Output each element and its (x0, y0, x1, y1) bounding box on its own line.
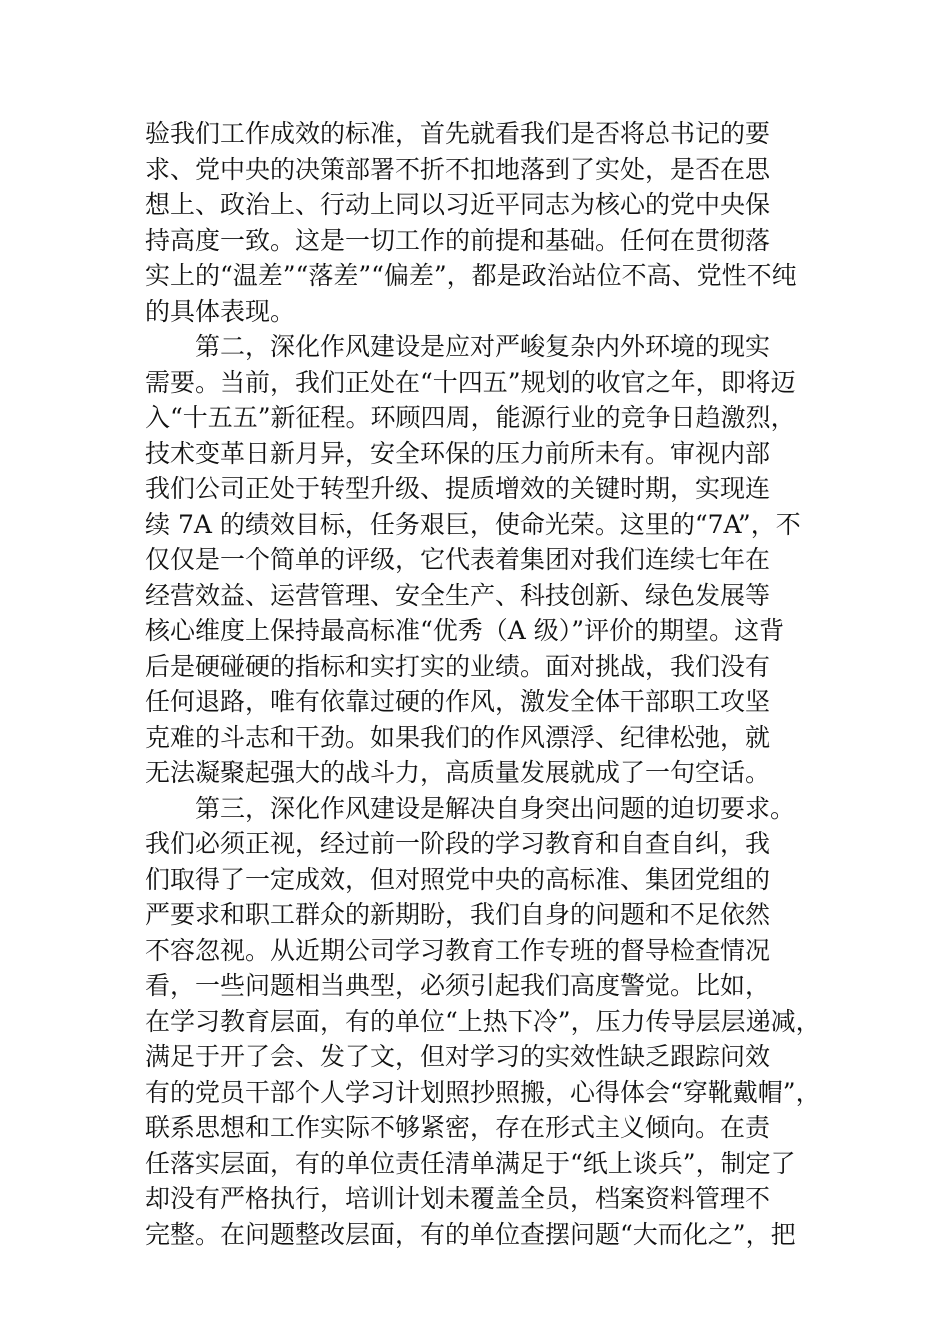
text-line: 不容忽视。从近期公司学习教育工作专班的督导检查情况 (145, 935, 771, 965)
text-line: 技术变革日新月异，安全环保的压力前所未有。审视内部 (145, 438, 771, 468)
text-line: 后是硬碰硬的指标和实打实的业绩。面对挑战，我们没有 (145, 651, 771, 681)
body-text (145, 116, 825, 1252)
text-line: 求、党中央的决策部署不折不扣地落到了实处，是否在思 (145, 154, 771, 184)
text-line: 有的党员干部个人学习计划照抄照搬，心得体会“穿靴戴帽”， (145, 1077, 821, 1107)
text-line: 想上、政治上、行动上同以习近平同志为核心的党中央保 (145, 190, 771, 219)
text-line: 仅仅是一个简单的评级，它代表着集团对我们连续七年在 (145, 545, 771, 574)
text-line: 却没有严格执行，培训计划未覆盖全员，档案资料管理不 (145, 1184, 771, 1213)
text-line: 在学习教育层面，有的单位“上热下冷”，压力传导层层递减， (145, 1006, 821, 1036)
text-line: 我们公司正处于转型升级、提质增效的关键时期，实现连 (145, 474, 771, 503)
text-line: 持高度一致。这是一切工作的前提和基础。任何在贯彻落 (145, 225, 771, 255)
text-line: 满足于开了会、发了文，但对学习的实效性缺乏跟踪问效 (145, 1042, 771, 1071)
text-line: 克难的斗志和干劲。如果我们的作风漂浮、纪律松弛，就 (145, 722, 771, 752)
text-line: 任何退路，唯有依靠过硬的作风，激发全体干部职工攻坚 (145, 687, 771, 716)
paragraph-start-line: 第二，深化作风建设是应对严峻复杂内外环境的现实 (195, 332, 771, 361)
paragraph-start-line: 第三，深化作风建设是解决自身突出问题的迫切要求。 (195, 793, 796, 823)
text-line: 联系思想和工作实际不够紧密，存在形式主义倾向。在责 (145, 1113, 771, 1142)
text-line: 实上的“温差”“落差”“偏差”，都是政治站位不高、党性不纯 (145, 261, 797, 290)
text-line: 验我们工作成效的标准，首先就看我们是否将总书记的要 (145, 119, 771, 148)
text-line: 续 7A 的绩效目标，任务艰巨，使命光荣。这里的“7A”，不 (145, 509, 801, 539)
text-line: 需要。当前，我们正处在“十四五”规划的收官之年，即将迈 (145, 367, 796, 397)
text-line: 核心维度上保持最高标准“优秀（A 级）”评价的期望。这背 (145, 616, 785, 645)
text-line: 经营效益、运营管理、安全生产、科技创新、绿色发展等 (145, 580, 771, 610)
text-line: 严要求和职工群众的新期盼，我们自身的问题和不足依然 (145, 900, 771, 929)
text-line: 完整。在问题整改层面，有的单位查摆问题“大而化之”，把 (145, 1219, 796, 1249)
text-line: 无法凝聚起强大的战斗力，高质量发展就成了一句空话。 (145, 758, 771, 787)
text-line: 我们必须正视，经过前一阶段的学习教育和自查自纠，我 (145, 829, 771, 858)
text-line: 们取得了一定成效，但对照党中央的高标准、集团党组的 (145, 864, 771, 894)
text-line: 看，一些问题相当典型，必须引起我们高度警觉。比如， (145, 971, 771, 1000)
text-line: 入“十五五”新征程。环顾四周，能源行业的竞争日趋激烈， (145, 403, 796, 432)
text-line: 任落实层面，有的单位责任清单满足于“纸上谈兵”，制定了 (145, 1148, 796, 1178)
text-line: 的具体表现。 (145, 296, 296, 326)
